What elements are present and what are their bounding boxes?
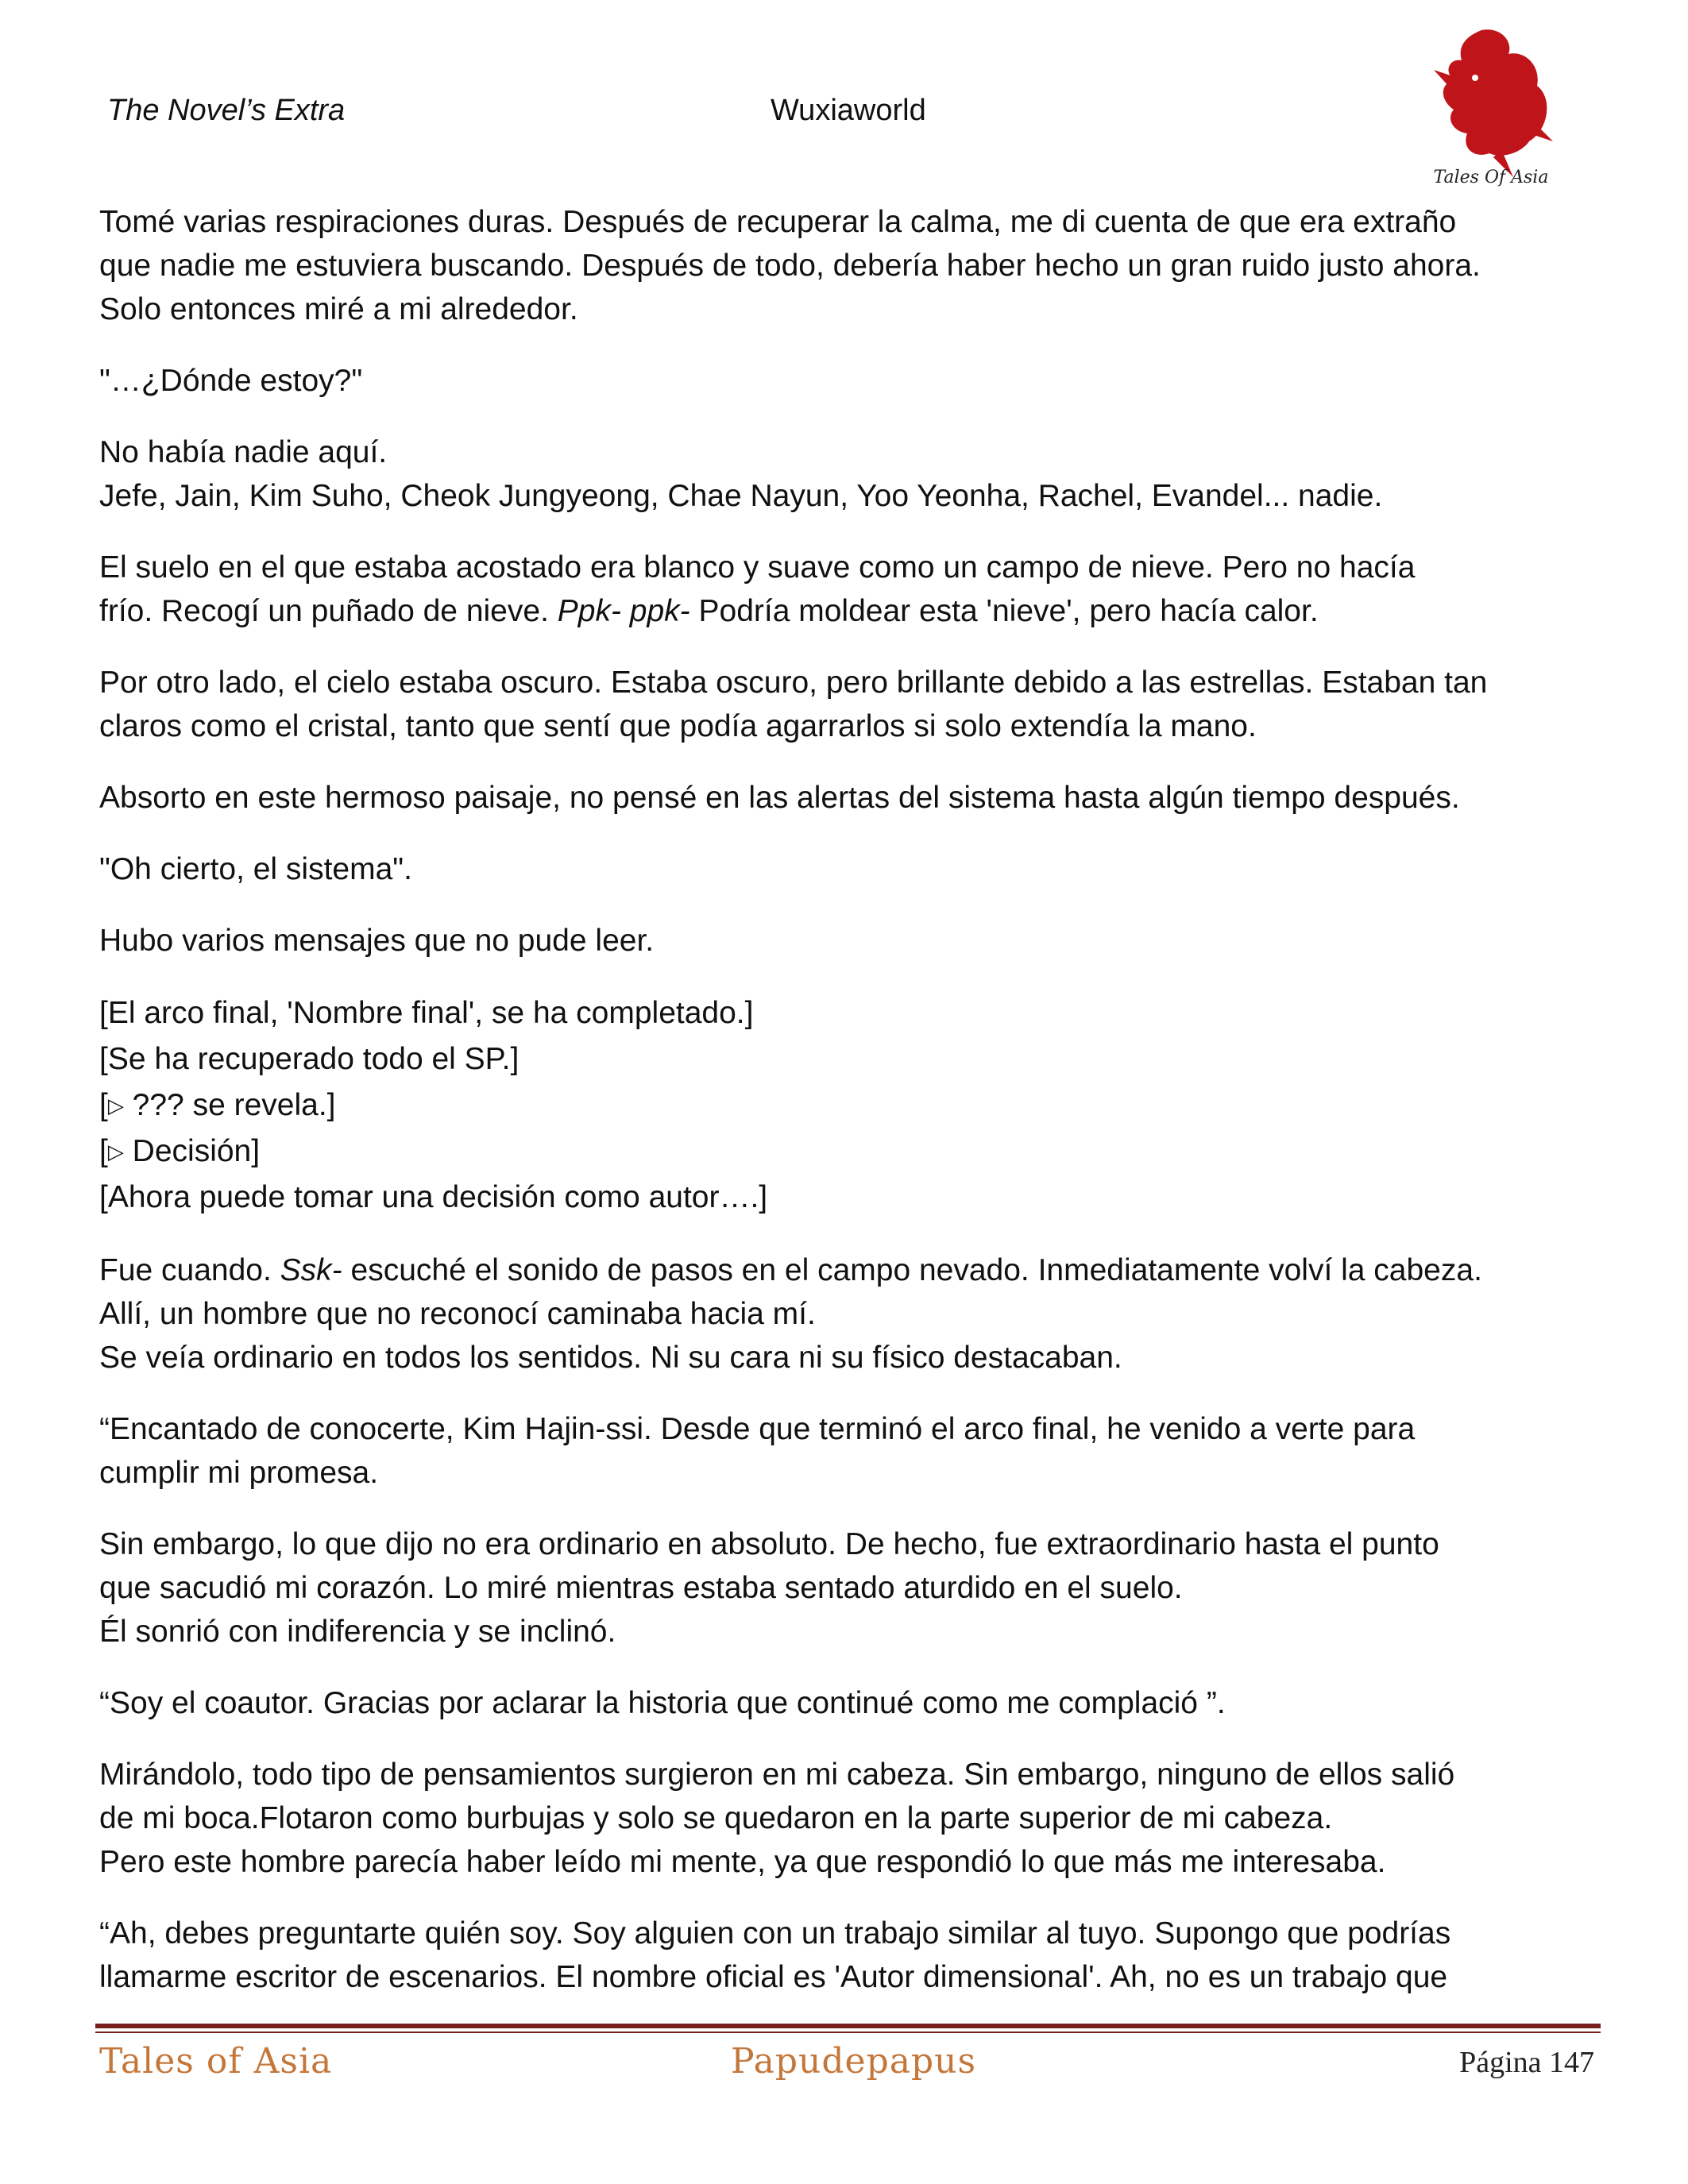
text-line	[99, 1960, 1447, 1994]
text-line	[99, 1412, 1415, 1446]
text-run: “Soy el coautor. Gracias por aclarar la historia que continué como me complació ”.	[99, 1686, 1226, 1720]
text-line	[99, 435, 387, 469]
paragraph	[99, 546, 1593, 633]
triangle-icon: ▷	[107, 1140, 124, 1163]
text-run: Fue cuando.	[99, 1253, 280, 1287]
paragraph	[99, 776, 1593, 820]
text-run: cumplir mi promesa.	[99, 1456, 379, 1490]
text-run: escuché el sonido de pasos en el campo nevado. Inmediatamente volví la cabeza.	[342, 1253, 1482, 1287]
onomatopoeia: Ssk-	[280, 1253, 342, 1287]
site-name: Wuxiaworld	[771, 94, 926, 127]
dragon-logo-icon	[1443, 29, 1547, 156]
text-line	[99, 1134, 260, 1168]
footer-divider-thin	[95, 2032, 1601, 2033]
text-line	[99, 364, 362, 398]
text-line	[99, 1180, 767, 1214]
paragraph	[99, 1407, 1593, 1495]
text-run: Pero este hombre parecía haber leído mi mente, ya que respondió lo que más me interesaba.	[99, 1845, 1386, 1879]
text-line	[99, 1686, 1226, 1720]
logo-text: Tales Of Asia	[1433, 168, 1549, 187]
paragraph	[99, 1522, 1593, 1653]
text-run: Él sonrió con indiferencia y se inclinó.	[99, 1615, 616, 1649]
text-line	[99, 709, 1257, 743]
page-number: Página 147	[1459, 2046, 1594, 2079]
text-line	[99, 996, 753, 1030]
text-run: Podría moldear esta 'nieve', pero hacía calor.	[689, 594, 1319, 628]
text-run: [Ahora puede tomar una decisión como autor….]	[99, 1180, 768, 1214]
paragraph	[99, 1753, 1593, 1884]
text-line	[99, 292, 578, 326]
text-run: Hubo varios mensajes que no pude leer.	[99, 924, 655, 958]
text-line	[99, 1088, 336, 1122]
triangle-icon: ▷	[107, 1094, 124, 1117]
text-run: "Oh cierto, el sistema".	[99, 852, 412, 886]
paragraph	[99, 1912, 1593, 1999]
text-run: Decisión]	[123, 1134, 261, 1168]
text-run: “Ah, debes preguntarte quién soy. Soy alguien con un trabajo similar al tuyo. Supongo que podrías	[99, 1916, 1451, 1951]
text-run: [Se ha recuperado todo el SP.]	[99, 1042, 520, 1076]
text-line	[99, 1253, 1482, 1287]
text-line	[99, 1571, 1183, 1605]
footer-publisher: Tales of Asia	[99, 2041, 333, 2082]
text-run: Solo entonces miré a mi alrededor.	[99, 292, 578, 326]
chapter-body	[99, 200, 1593, 2027]
text-line	[99, 1341, 1122, 1375]
text-run: Allí, un hombre que no reconocí caminaba hacia mí.	[99, 1297, 816, 1331]
text-run: ??? se revela.]	[123, 1088, 336, 1122]
footer-translator: Papudepapus	[731, 2041, 977, 2082]
text-run: Tomé varias respiraciones duras. Después de recuperar la calma, me di cuenta de que era extraño	[99, 205, 1457, 239]
text-line	[99, 1297, 816, 1331]
text-run: Absorto en este hermoso paisaje, no pensé en las alertas del sistema hasta algún tiempo después.	[99, 781, 1460, 815]
text-line	[99, 594, 1319, 628]
text-line	[99, 550, 1415, 585]
text-run: No había nadie aquí.	[99, 435, 388, 469]
paragraph	[99, 990, 1593, 1221]
text-line	[99, 249, 1481, 283]
text-line	[99, 1042, 519, 1076]
text-run: llamarme escritor de escenarios. El nombre oficial es 'Autor dimensional'. Ah, no es un trabajo que	[99, 1960, 1448, 1994]
text-run: claros como el cristal, tanto que sentí que podía agarrarlos si solo extendía la mano.	[99, 709, 1257, 743]
paragraph	[99, 847, 1593, 891]
text-run: Jefe, Jain, Kim Suho, Cheok Jungyeong, Chae Nayun, Yoo Yeonha, Rachel, Evandel... nadie.	[99, 479, 1383, 513]
text-line	[99, 1916, 1450, 1951]
text-run: que nadie me estuviera buscando. Después de todo, debería haber hecho un gran ruido justo ahora.	[99, 249, 1481, 283]
text-run: [El arco final, 'Nombre final', se ha completado.]	[99, 996, 754, 1030]
text-line	[99, 1615, 616, 1649]
text-line	[99, 1845, 1385, 1879]
tales-of-asia-logo	[1426, 22, 1557, 189]
text-run: [	[99, 1088, 108, 1122]
text-line	[99, 924, 654, 958]
text-run: Por otro lado, el cielo estaba oscuro. Estaba oscuro, pero brillante debido a las estrellas. Estaban tan	[99, 666, 1488, 700]
text-line	[99, 1527, 1439, 1561]
paragraph	[99, 359, 1593, 403]
text-line	[99, 1456, 378, 1490]
footer-divider	[95, 2024, 1601, 2028]
text-run: El suelo en el que estaba acostado era blanco y suave como un campo de nieve. Pero no hacía	[99, 550, 1416, 585]
paragraph	[99, 200, 1593, 331]
text-line	[99, 781, 1460, 815]
text-run: [	[99, 1134, 108, 1168]
paragraph	[99, 919, 1593, 963]
text-run: Sin embargo, lo que dijo no era ordinario en absoluto. De hecho, fue extraordinario hasta el punto	[99, 1527, 1439, 1561]
text-line	[99, 852, 412, 886]
text-run: que sacudió mi corazón. Lo miré mientras estaba sentado aturdido en el suelo.	[99, 1571, 1183, 1605]
paragraph	[99, 1681, 1593, 1725]
text-run: de mi boca.Flotaron como burbujas y solo se quedaron en la parte superior de mi cabeza.	[99, 1801, 1333, 1835]
text-run: “Encantado de conocerte, Kim Hajin-ssi. Desde que terminó el arco final, he venido a verte para	[99, 1412, 1416, 1446]
text-line	[99, 666, 1487, 700]
text-run: frío. Recogí un puñado de nieve.	[99, 594, 558, 628]
text-line	[99, 205, 1456, 239]
text-run: "…¿Dónde estoy?"	[99, 364, 363, 398]
text-line	[99, 1801, 1332, 1835]
text-line	[99, 479, 1382, 513]
paragraph	[99, 430, 1593, 518]
book-title: The Novel’s Extra	[107, 94, 346, 127]
text-run: Se veía ordinario en todos los sentidos. Ni su cara ni su físico destacaban.	[99, 1341, 1122, 1375]
text-line	[99, 1758, 1454, 1792]
paragraph	[99, 661, 1593, 748]
paragraph	[99, 1248, 1593, 1379]
text-run: Mirándolo, todo tipo de pensamientos surgieron en mi cabeza. Sin embargo, ninguno de ellos salió	[99, 1758, 1455, 1792]
onomatopoeia: Ppk- ppk-	[557, 594, 690, 628]
